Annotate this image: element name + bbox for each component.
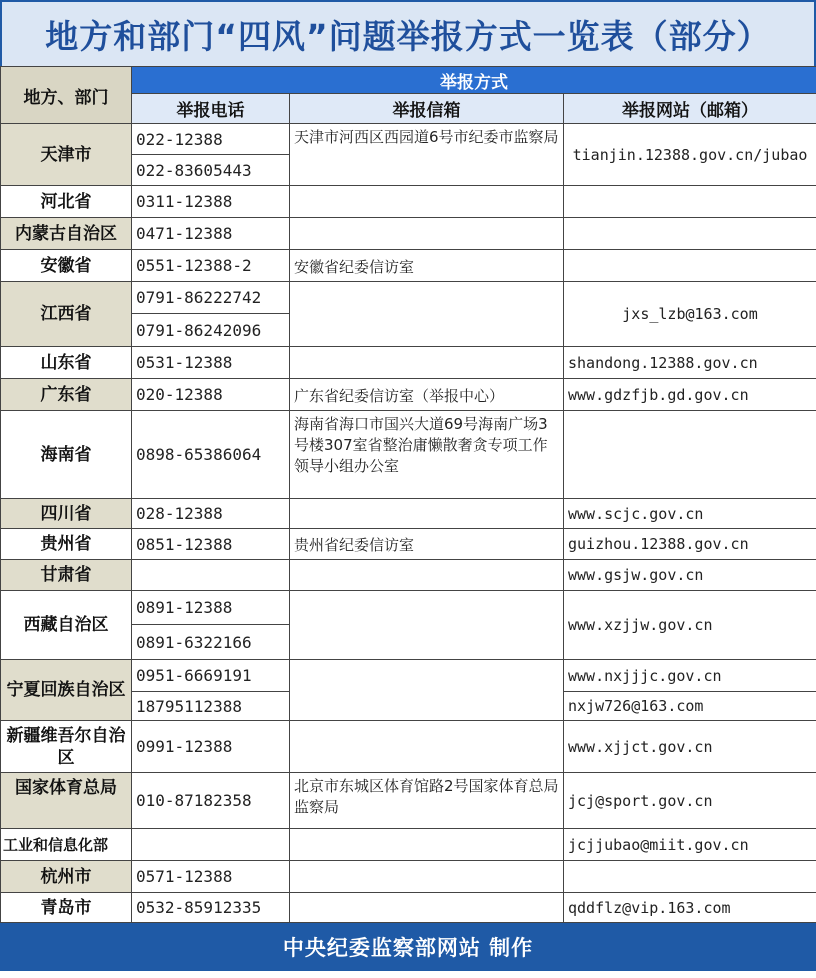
site-cell[interactable]: www.gsjw.gov.cn xyxy=(564,560,816,591)
phone-cell: 020-12388 xyxy=(132,379,290,411)
phone-cell: 0791-86222742 xyxy=(132,282,290,314)
region-cell: 工业和信息化部 xyxy=(1,829,132,861)
site-cell[interactable]: www.gdzfjb.gd.gov.cn xyxy=(564,379,816,411)
site-cell[interactable]: www.xzjjw.gov.cn xyxy=(564,591,816,660)
mail-cell: 安徽省纪委信访室 xyxy=(290,250,564,282)
phone-cell: 028-12388 xyxy=(132,499,290,529)
phone-cell: 0571-12388 xyxy=(132,861,290,893)
region-cell: 天津市 xyxy=(1,124,132,186)
region-cell: 甘肃省 xyxy=(1,560,132,591)
header-mail: 举报信箱 xyxy=(290,94,564,124)
site-cell[interactable]: guizhou.12388.gov.cn xyxy=(564,529,816,560)
site-cell[interactable]: nxjw726@163.com xyxy=(564,692,816,721)
mail-cell: 广东省纪委信访室（举报中心） xyxy=(290,379,564,411)
site-cell[interactable]: www.xjjct.gov.cn xyxy=(564,721,816,773)
mail-cell: 贵州省纪委信访室 xyxy=(290,529,564,560)
region-cell: 海南省 xyxy=(1,411,132,499)
header-method: 举报方式 xyxy=(132,67,816,94)
phone-cell: 0311-12388 xyxy=(132,186,290,218)
region-cell: 四川省 xyxy=(1,499,132,529)
site-cell[interactable]: www.scjc.gov.cn xyxy=(564,499,816,529)
phone-cell: 022-83605443 xyxy=(132,155,290,186)
header-phone: 举报电话 xyxy=(132,94,290,124)
phone-cell: 0951-6669191 xyxy=(132,660,290,692)
phone-cell: 0891-6322166 xyxy=(132,625,290,660)
region-cell: 河北省 xyxy=(1,186,132,218)
header-region: 地方、部门 xyxy=(1,67,132,124)
region-cell: 广东省 xyxy=(1,379,132,411)
phone-cell: 18795112388 xyxy=(132,692,290,721)
region-cell: 贵州省 xyxy=(1,529,132,560)
region-cell: 新疆维吾尔自治区 xyxy=(1,721,132,773)
site-cell[interactable]: jxs_lzb@163.com xyxy=(564,282,816,347)
phone-cell: 0851-12388 xyxy=(132,529,290,560)
site-cell[interactable]: www.nxjjjc.gov.cn xyxy=(564,660,816,692)
mail-cell: 海南省海口市国兴大道69号海南广场3号楼307室省整治庸懒散奢贪专项工作领导小组办公室 xyxy=(290,411,564,499)
region-cell: 西藏自治区 xyxy=(1,591,132,660)
region-cell: 安徽省 xyxy=(1,250,132,282)
region-cell: 山东省 xyxy=(1,347,132,379)
phone-cell: 0532-85912335 xyxy=(132,893,290,923)
site-cell[interactable]: shandong.12388.gov.cn xyxy=(564,347,816,379)
footer-credit: 中央纪委监察部网站 制作 xyxy=(0,923,816,971)
phone-cell: 0791-86242096 xyxy=(132,314,290,347)
region-cell: 国家体育总局 xyxy=(1,773,132,829)
region-cell: 宁夏回族自治区 xyxy=(1,660,132,721)
mail-cell: 北京市东城区体育馆路2号国家体育总局监察局 xyxy=(290,773,564,829)
site-cell[interactable]: tianjin.12388.gov.cn/jubao xyxy=(564,124,816,186)
mail-cell: 天津市河西区西园道6号市纪委市监察局 xyxy=(290,124,564,186)
site-cell[interactable]: qddflz@vip.163.com xyxy=(564,893,816,923)
header-site: 举报网站（邮箱） xyxy=(564,94,816,124)
phone-cell: 0551-12388-2 xyxy=(132,250,290,282)
phone-cell: 0471-12388 xyxy=(132,218,290,250)
page-title: 地方和部门“四风”问题举报方式一览表（部分） xyxy=(0,0,816,66)
region-cell: 江西省 xyxy=(1,282,132,347)
phone-cell: 0898-65386064 xyxy=(132,411,290,499)
region-cell: 内蒙古自治区 xyxy=(1,218,132,250)
report-table xyxy=(0,66,816,923)
phone-cell: 022-12388 xyxy=(132,124,290,155)
region-cell: 杭州市 xyxy=(1,861,132,893)
phone-cell: 0891-12388 xyxy=(132,591,290,625)
region-cell: 青岛市 xyxy=(1,893,132,923)
phone-cell: 010-87182358 xyxy=(132,773,290,829)
phone-cell: 0991-12388 xyxy=(132,721,290,773)
phone-cell: 0531-12388 xyxy=(132,347,290,379)
site-cell[interactable]: jcj@sport.gov.cn xyxy=(564,773,816,829)
site-cell[interactable]: jcjjubao@miit.gov.cn xyxy=(564,829,816,861)
